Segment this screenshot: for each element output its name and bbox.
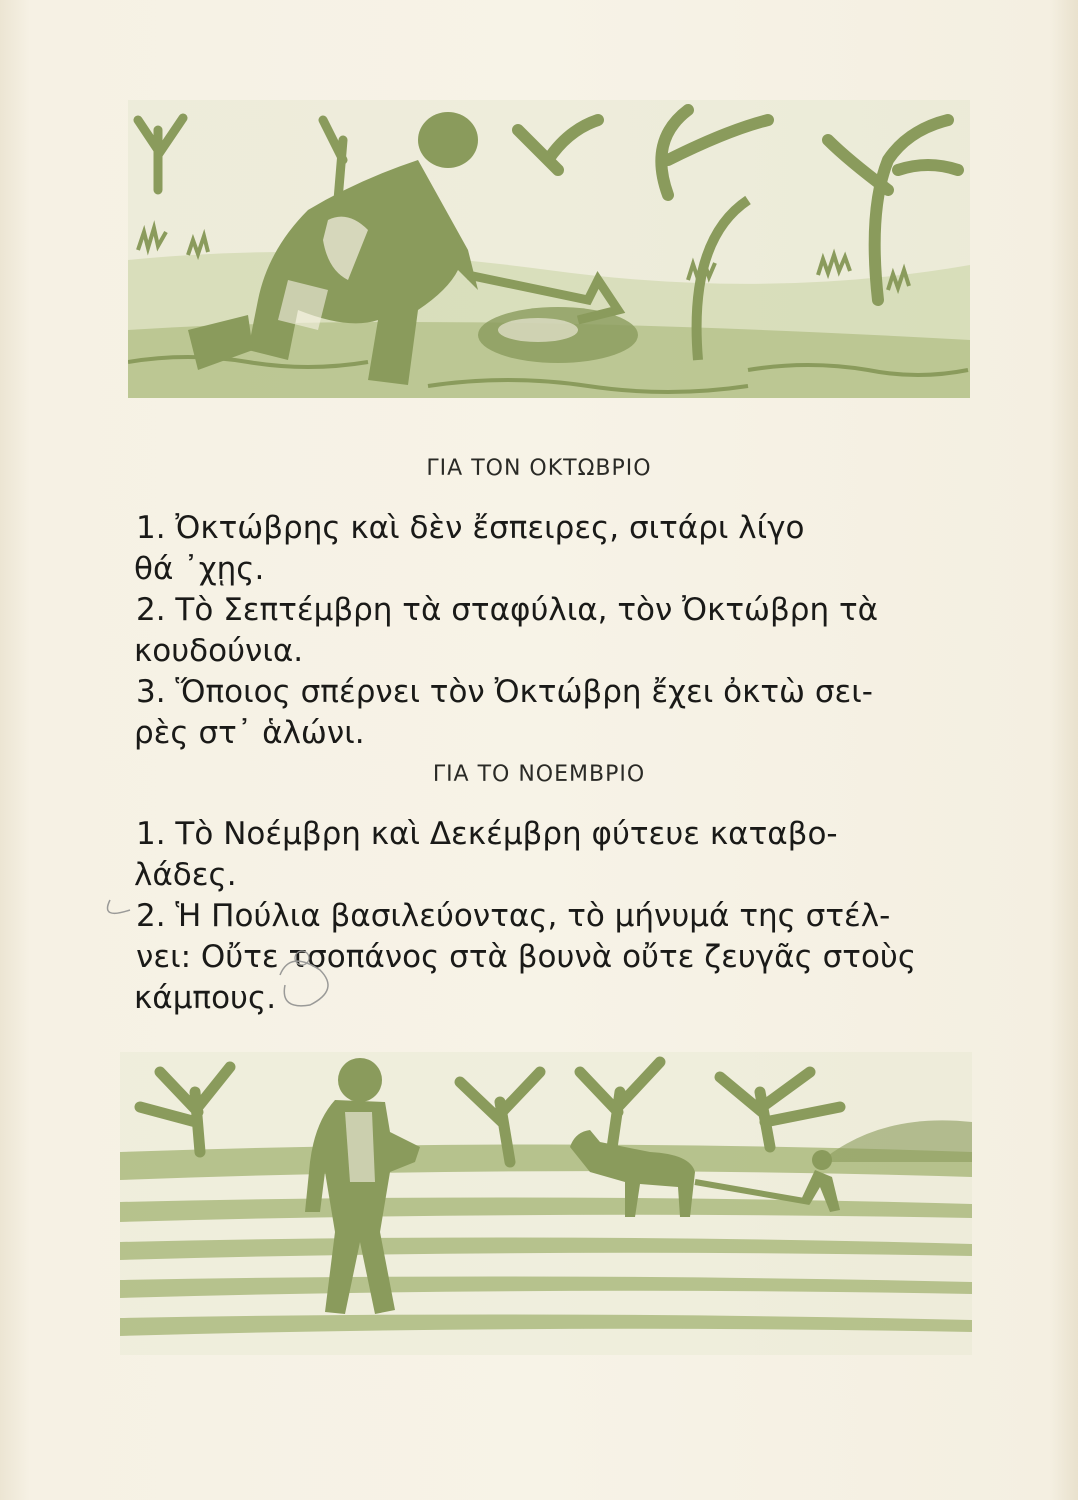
farmer-digging-woodcut — [128, 100, 970, 398]
pencil-annotation-mark — [90, 880, 370, 1020]
proverb-october-3 — [136, 672, 946, 754]
proverb-line: νει: Οὔτε τσοπάνος στὰ βουνὰ οὔτε ζευγᾶς στοὺς — [136, 939, 917, 975]
proverb-line: 3. Ὅποιος σπέρνει τὸν Ὀκτώβρη ἔχει ὀκτὼ σει- — [136, 674, 873, 710]
proverb-line: 2. Ἡ Πούλια βασιλεύοντας, τὸ μήνυμά της στέλ- — [136, 898, 891, 934]
section-heading-october: ΓΙΑ ΤΟΝ ΟΚΤΩΒΡΙΟ — [426, 456, 652, 481]
proverb-line: 1. Τὸ Νοέμβρη καὶ Δεκέμβρη φύτευε καταβο- — [136, 816, 838, 852]
proverb-line: θά ᾿χῃς. — [134, 551, 265, 587]
top-illustration — [128, 100, 970, 398]
proverb-line: κάμπους. — [134, 980, 277, 1016]
bottom-illustration — [120, 1052, 972, 1355]
proverb-october-2 — [136, 590, 946, 672]
proverb-october-1 — [136, 508, 946, 590]
proverb-line: λάδες. — [134, 857, 237, 893]
section-heading-november: ΓΙΑ ΤΟ ΝΟΕΜΒΡΙΟ — [432, 762, 646, 787]
proverb-line: 1. Ὀκτώβρης καὶ δὲν ἔσπειρες, σιτάρι λίγο — [136, 510, 805, 546]
proverb-line: ρὲς στ᾿ ἁλώνι. — [134, 715, 365, 751]
proverb-line: 2. Τὸ Σεπτέμβρη τὰ σταφύλια, τὸν Ὀκτώβρη τὰ — [136, 592, 879, 628]
proverb-line: κουδούνια. — [134, 633, 304, 669]
sower-ploughman-woodcut — [120, 1052, 972, 1355]
